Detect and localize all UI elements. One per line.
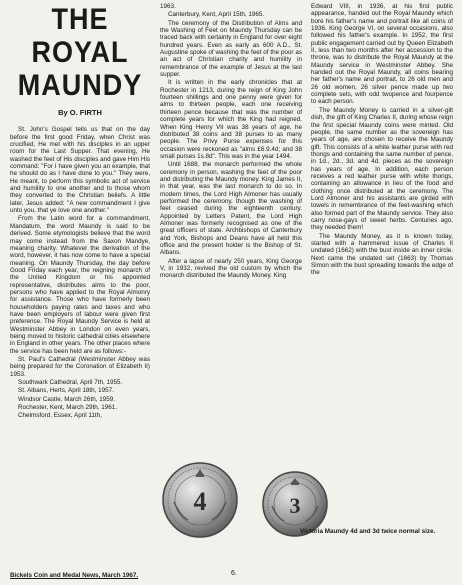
paragraph: 1963. bbox=[160, 3, 176, 10]
article-title bbox=[10, 3, 150, 102]
column-2 bbox=[160, 3, 302, 281]
paragraph: From the Latin word for a commandment, Mandatum, the word Maundy is said to be derived. Some etymologists believe that the word may come instead from the Saxon Mandye, meaning charity. Whatever the derivation of the word, however, it has now come to have a special meaning. On Maundy Thursday, the day before Good Friday each year, the reigning monarch of the United Kingdom or his appointed representative, distributes alms to the poor, persons who have applied to the Royal Almonry for assistance. Those who have formerly been householders paying rates and taxes and who have been employers of labour were given first preference. The Royal Maundy Service is held at Westminster Abbey in London on even years, being moved to historic cathedral cities elsewhere in England in other years. The other places where the service has been held are as follows:- bbox=[10, 215, 150, 355]
paragraph: St. Albans, Herts, April 18th, 1957. bbox=[18, 387, 114, 395]
paragraph: Windsor Castle, March 26th, 1959. bbox=[18, 395, 115, 403]
page-number: 6. bbox=[231, 570, 237, 577]
paragraph: Edward VIII, in 1936, at his first public appearance, handed out the Royal Maundy which bore his father's name and portrait like all coins of 1936. King George VI, on several occasions, also followed his father's example. In 1952, the first public engagement carried out by Queen Elizabeth II, less than two months after her accession to the throne, was to distribute the Royal Maundy at the Maundy service in Westminster Abbey. She handed out the Royal Maundy, all coins bearing her father's name and portrait, to 26 old men and 26 old women, 26 silver pence made up two complete sets, with odd twopence and fourpence to each person. bbox=[311, 3, 453, 106]
coin-3d bbox=[263, 472, 327, 536]
column-1 bbox=[10, 3, 150, 421]
column-3 bbox=[311, 3, 453, 278]
byline: By O. FIRTH bbox=[58, 108, 102, 117]
coins-image bbox=[160, 452, 450, 562]
coin-4d-numeral: 4 bbox=[193, 487, 207, 516]
paragraph: Chelmsford, Essex, April 11th, bbox=[18, 412, 102, 420]
paragraph: The Maundy Money, as it is known today, started with a hammered issue of Charles II undated (1662) with the bust inside an inner circle. Next came the undated set (1663) by Thomas Simon with the bust spreading towards the edge of the bbox=[311, 232, 453, 277]
source-credit: Bickels Coin and Medal News, March 1967. bbox=[10, 572, 139, 579]
title-line-1: THE ROYAL bbox=[31, 2, 129, 69]
paragraph: St. John's Gospel tells us that on the day before the first good Friday, when Christ was crucified, He met with his disciples in an upper room for the Last Supper. That evening, He washed the feet of His disciples and gave Him His command: "For I have given you an example, that he should do as I have done to you." They were, He meant, to perform this symbolic act of service and humility to one another and to those whom they converted to the Christian beliefs. A little later, Jesus added: "A new commandment I give unto you, that ye love one another." bbox=[10, 126, 150, 215]
paragraph: Canterbury, Kent, April 15th, 1965. bbox=[168, 11, 265, 19]
coins-figure bbox=[160, 452, 450, 562]
paragraph: Southwark Cathedral, April 7th, 1955. bbox=[18, 379, 123, 387]
paragraph: It is written in the early chronicles that at Rochester in 1213, during the reign of King John fourteen shillings and one penny were given for alms to thirteen people, each one receiving thirteen pence because that was the number of complete years for which the King had reigned. When King Henry VII was 38 years of age, he distributed 38 coins and 38 purses to as many people. The Privy Purse expenses for this occasion were reckoned as "alms £6.9.4d; and 38 small purses 1s.8d". This was in the year 1494. bbox=[160, 79, 302, 160]
figure-caption: Victoria Maundy 4d and 3d twice normal size. bbox=[300, 528, 436, 535]
paragraph: Until 1688, the monarch performed the whole ceremony in person, washing the feet of the poor and distributing the Maundy money. King James II, in that year, was the last monarch to do so. In modern times, the Lord High Almoner has usually performed the ceremony, though the washing of feet ceased during the eighteenth century. Appointed by Letters Patent, the Lord High Almoner was formerly recognised as one of the great officers of state. Archbishops of Canterbury and York, Bishops and Deans have all held this office and the present holder is the Bishop of St. Albans. bbox=[160, 161, 302, 257]
coin-3d-numeral: 3 bbox=[289, 493, 301, 518]
paragraph: After a lapse of nearly 250 years, King George V, in 1932, revived the old custom by which the monarch distributed the Maundy Money. King bbox=[160, 257, 302, 280]
paragraph: Rochester, Kent, March 29th, 1961. bbox=[18, 404, 118, 412]
paragraph: St. Paul's Cathedral (Westminster Abbey was being prepared for the Coronation of Elizabeth II) 1953. bbox=[10, 356, 150, 378]
coin-4d bbox=[163, 463, 237, 537]
title-line-2: MAUNDY bbox=[17, 68, 143, 102]
paragraph: The ceremony of the Distribution of Alms and the Washing of Feet on Maundy Thursday can be traced back with certainty in England for over eight hundred years. Even as early as 600 A.D., St. Augustine spoke of washing the feet of the poor as an act of Christian charity and humility in remembrance of the example of Jesus at the last supper. bbox=[160, 19, 302, 79]
paragraph: The Maundy Money is carried in a silver-gilt dish, the gift of King Charles II, during whose reign the first special Maundy coins were minted. Old people, the same number as the sovereign has years of age, are chosen to receive the Maundy gift. This consists of a white leather purse with red thongs and containing the same number of pence, in 1d., 2d., 3d. and 4d. pieces as the sovereign has years of age. In addition, each person receives a red leather purse with white thongs, containing an allowance in lieu of the food and clothing once distributed at the ceremony. The Lord Almoner and his assistants are girded with towels in remembrance of the feet-washing which also formed part of the Maundy service. They also carry nose-gays of sweet herbs. Centuries ago, they needed them! bbox=[311, 106, 453, 232]
